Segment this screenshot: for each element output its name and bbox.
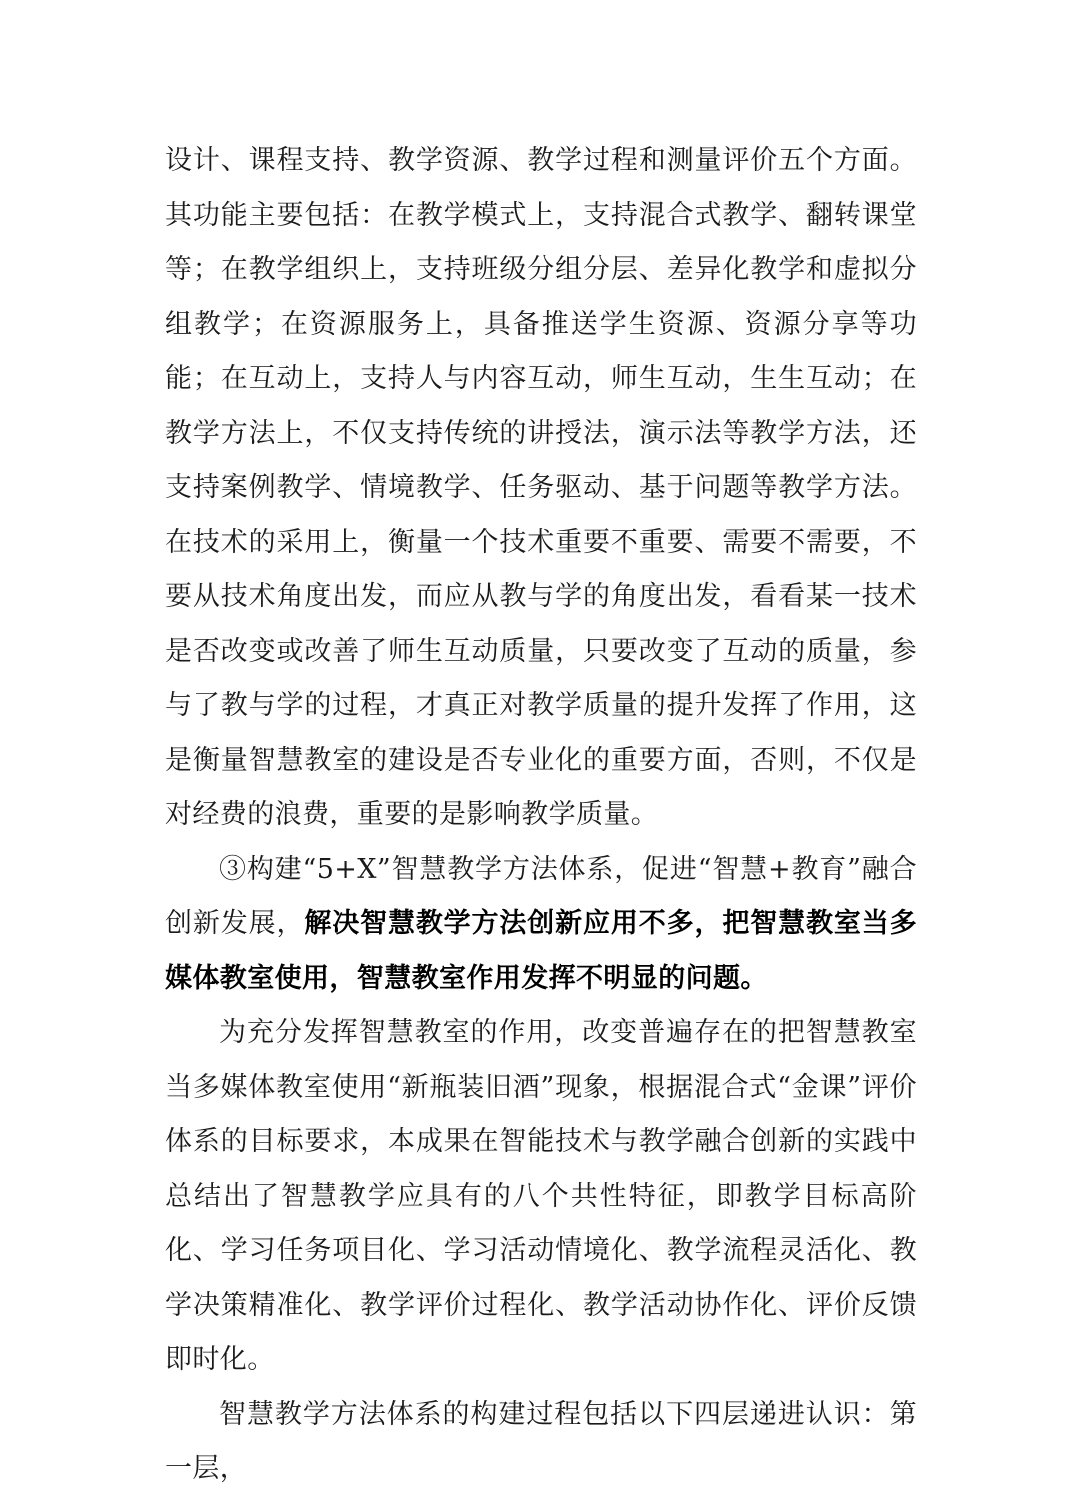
paragraph-heading-text: ③构建“5+X”智慧教学方法体系，促进“智慧+教育”融合创新发展， [165,853,917,939]
paragraph-construction-process: 智慧教学方法体系的构建过程包括以下四层递进认识：第一层， [165,1398,917,1484]
paragraph-bold-problem: 解决智慧教学方法创新应用不多，把智慧教室当多媒体教室使用，智慧教室作用发挥不明显的问题。 [165,908,917,994]
document-body [165,134,917,1497]
paragraph-continued: 设计、课程支持、教学资源、教学过程和测量评价五个方面。其功能主要包括：在教学模式上，支持混合式教学、翻转课堂等；在教学组织上，支持班级分组分层、差异化教学和虚拟分组教学；在资源服务上，具备推送学生资源、资源分享等功能；在互动上，支持人与内容互动，师生互动，生生互动；在教学方法上，不仅支持传统的讲授法，演示法等教学方法，还支持案例教学、情境教学、任务驱动、基于问题等教学方法。在技术的采用上，衡量一个技术重要不重要、需要不需要，不要从技术角度出发，而应从教与学的角度出发，看看某一技术是否改变或改善了师生互动质量，只要改变了互动的质量，参与了教与学的过程，才真正对教学质量的提升发挥了作用，这是衡量智慧教室的建设是否专业化的重要方面，否则，不仅是对经费的浪费，重要的是影响教学质量。 [165,145,917,830]
paragraph-method-system [165,843,917,1007]
paragraph-smart-classroom: 为充分发挥智慧教室的作用，改变普遍存在的把智慧教室当多媒体教室使用“新瓶装旧酒”现象，根据混合式“金课”评价体系的目标要求，本成果在智能技术与教学融合创新的实践中总结出了智慧教学应具有的八个共性特征，即教学目标高阶化、学习任务项目化、学习活动情境化、教学流程灵活化、教学决策精准化、教学评价过程化、教学活动协作化、评价反馈即时化。 [165,1017,917,1375]
